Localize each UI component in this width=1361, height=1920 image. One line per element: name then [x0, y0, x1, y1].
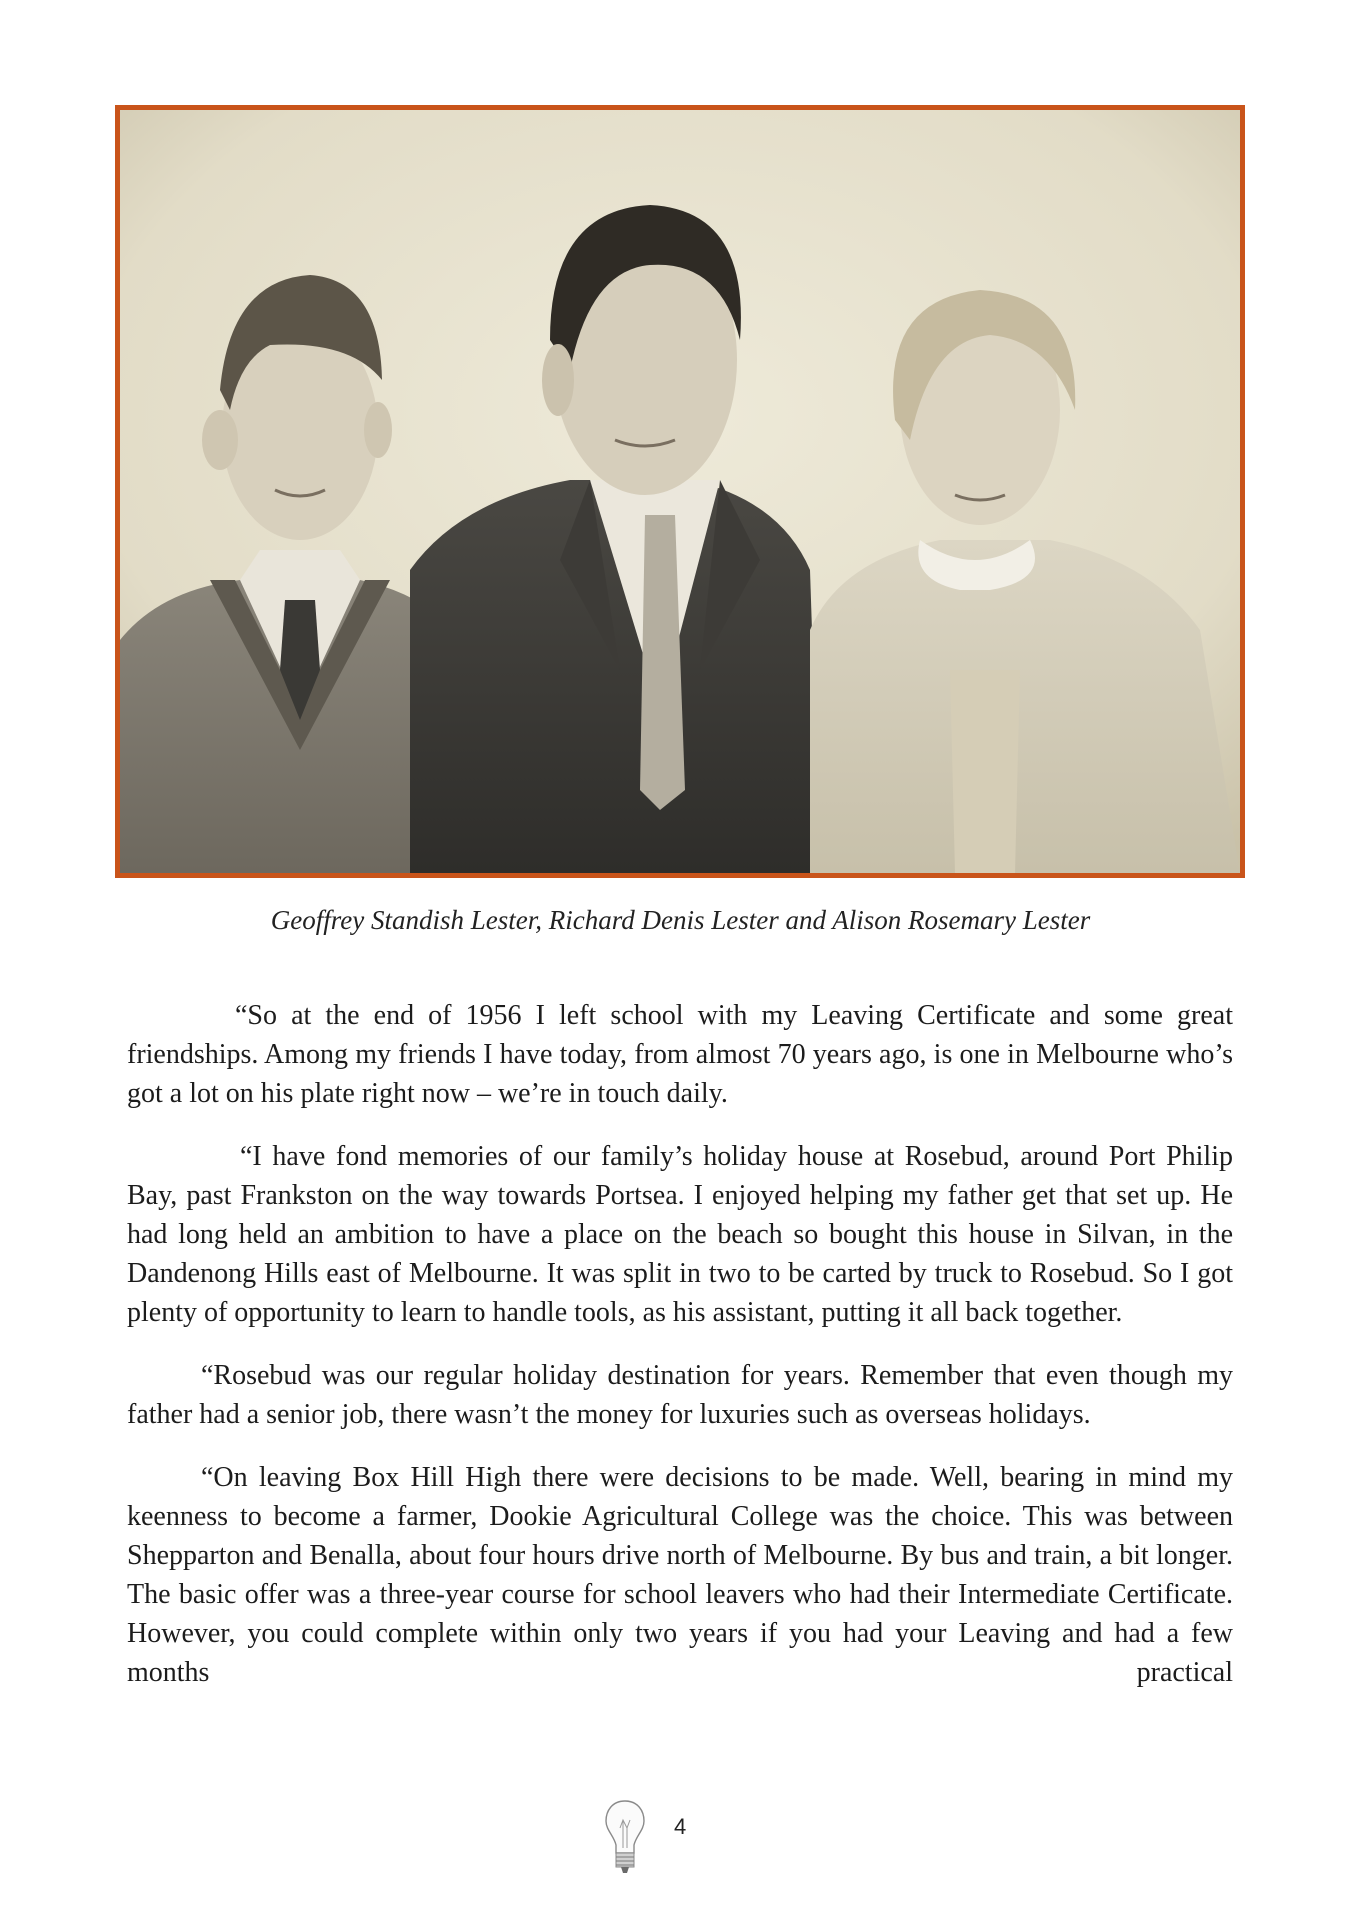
- family-photo: [115, 105, 1245, 878]
- paragraph: “On leaving Box Hill High there were decisions to be made. Well, bearing in mind my keenness to become a farmer, Dookie Agricultural College was the choice. This was between Shepparton and Benalla, about four hours drive north of Melbourne. By bus and train, a bit longer. The basic offer was a three-year course for school leavers who had their Intermediate Certificate. However, you could complete within only two years if you had your Leaving and had a few months practical: [127, 1462, 1233, 1688]
- page-number: 4: [674, 1814, 687, 1839]
- paragraph: “Rosebud was our regular holiday destination for years. Remember that even though my father had a senior job, there wasn’t the money for luxuries such as overseas holidays.: [127, 1360, 1233, 1430]
- paragraph: “So at the end of 1956 I left school with my Leaving Certificate and some great friendships. Among my friends I have today, from almost 70 years ago, is one in Melbourne who’s got a lot on his plate right now – we’re in touch daily.: [127, 1000, 1233, 1109]
- photo-caption: Geoffrey Standish Lester, Richard Denis Lester and Alison Rosemary Lester: [270, 905, 1091, 935]
- portrait-photo-image: [120, 110, 1240, 873]
- light-bulb-icon: [603, 1798, 647, 1876]
- paragraph: “I have fond memories of our family’s holiday house at Rosebud, around Port Philip Bay, past Frankston on the way towards Portsea. I enjoyed helping my father get that set up. He had long held an ambition to have a place on the beach so bought this house in Silvan, in the Dandenong Hills east of Melbourne. It was split in two to be carted by truck to Rosebud. So I got plenty of opportunity to learn to handle tools, as his assistant, putting it all back together.: [127, 1141, 1233, 1328]
- page-footer: [0, 1798, 1361, 1878]
- body-text: [127, 996, 1233, 1716]
